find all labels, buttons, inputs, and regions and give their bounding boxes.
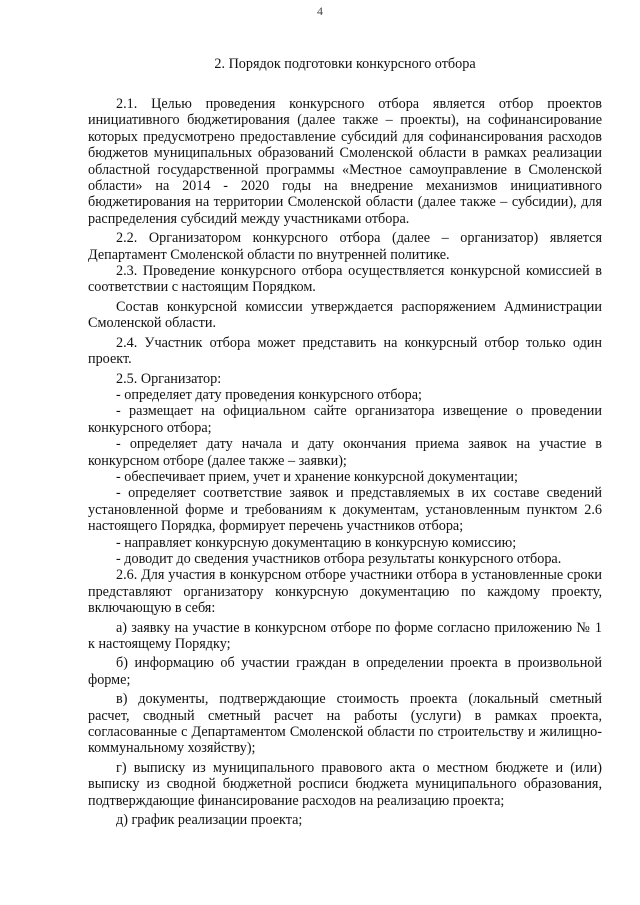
list-item: - обеспечивает прием, учет и хранение конкурсной документации; <box>116 468 518 485</box>
list-item: - определяет дату начала и дату окончания приема заявок на участие в конкурсном отборе (далее также – заявки); <box>88 436 602 469</box>
list-item: - размещает на официальном сайте организатора извещение о проведении конкурсного отбора; <box>88 403 602 436</box>
document-body <box>88 96 602 828</box>
page-number: 4 <box>317 4 323 18</box>
paragraph-2-1: 2.1. Целью проведения конкурсного отбора является отбор проектов инициативного бюджетирования (далее также – проекты), на софинансирование которых предусмотрено предоставление субсидий для софинансирования расходов бюджетов муниципальных образований Смоленской области в рамках реализации областной государственной программы «Местное самоуправление в Смоленской области» на 2014 - 2020 годы на внедрение механизмов инициативного бюджетирования на территории Смоленской области (далее также – субсидии), для распределения субсидий между участниками отбора. <box>88 96 602 227</box>
list-item: - доводит до сведения участников отбора результаты конкурсного отбора. <box>116 550 562 567</box>
paragraph-2-5: 2.5. Организатор: <box>116 370 222 387</box>
paragraph-2-2: 2.2. Организатором конкурсного отбора (далее – организатор) является Департамент Смоленской области по внутренней политике. <box>88 230 602 263</box>
list-item: г) выписку из муниципального правового акта о местном бюджете и (или) выписку из сводной бюджетной росписи бюджета муниципального образования, подтверждающие финансирование расходов на реализацию проекта; <box>88 759 602 809</box>
paragraph-2-4: 2.4. Участник отбора может представить на конкурсный отбор только один проект. <box>88 334 602 368</box>
list-item: - определяет дату проведения конкурсного отбора; <box>116 386 422 403</box>
paragraph-commission: Состав конкурсной комиссии утверждается распоряжением Администрации Смоленской области. <box>88 298 602 332</box>
list-item: б) информацию об участии граждан в определении проекта в произвольной форме; <box>88 655 602 688</box>
list-item: - определяет соответствие заявок и представляемых в их составе сведений установленной форме и требованиям к документам, установленным пунктом 2.6 настоящего Порядка, формирует перечень участников отбора; <box>88 485 602 535</box>
paragraph-2-6: 2.6. Для участия в конкурсном отборе участники отбора в установленные сроки представляют организатору конкурсную документацию по каждому проекту, включающую в себя: <box>88 567 602 617</box>
list-item: в) документы, подтверждающие стоимость проекта (локальный сметный расчет, сводный сметный расчет на работы (услуги) в рамках проекта, согласованные с Департаментом Смоленской области по строительству и жилищно-коммунальному хозяйству); <box>88 691 602 757</box>
list-item: а) заявку на участие в конкурсном отборе по форме согласно приложению № 1 к настоящему Порядку; <box>88 619 602 652</box>
list-item: - направляет конкурсную документацию в конкурсную комиссию; <box>116 534 517 551</box>
paragraph-2-3: 2.3. Проведение конкурсного отбора осуществляется конкурсной комиссией в соответствии с настоящим Порядком. <box>88 263 602 296</box>
section-heading: 2. Порядок подготовки конкурсного отбора <box>214 56 476 72</box>
list-item: д) график реализации проекта; <box>116 812 303 829</box>
